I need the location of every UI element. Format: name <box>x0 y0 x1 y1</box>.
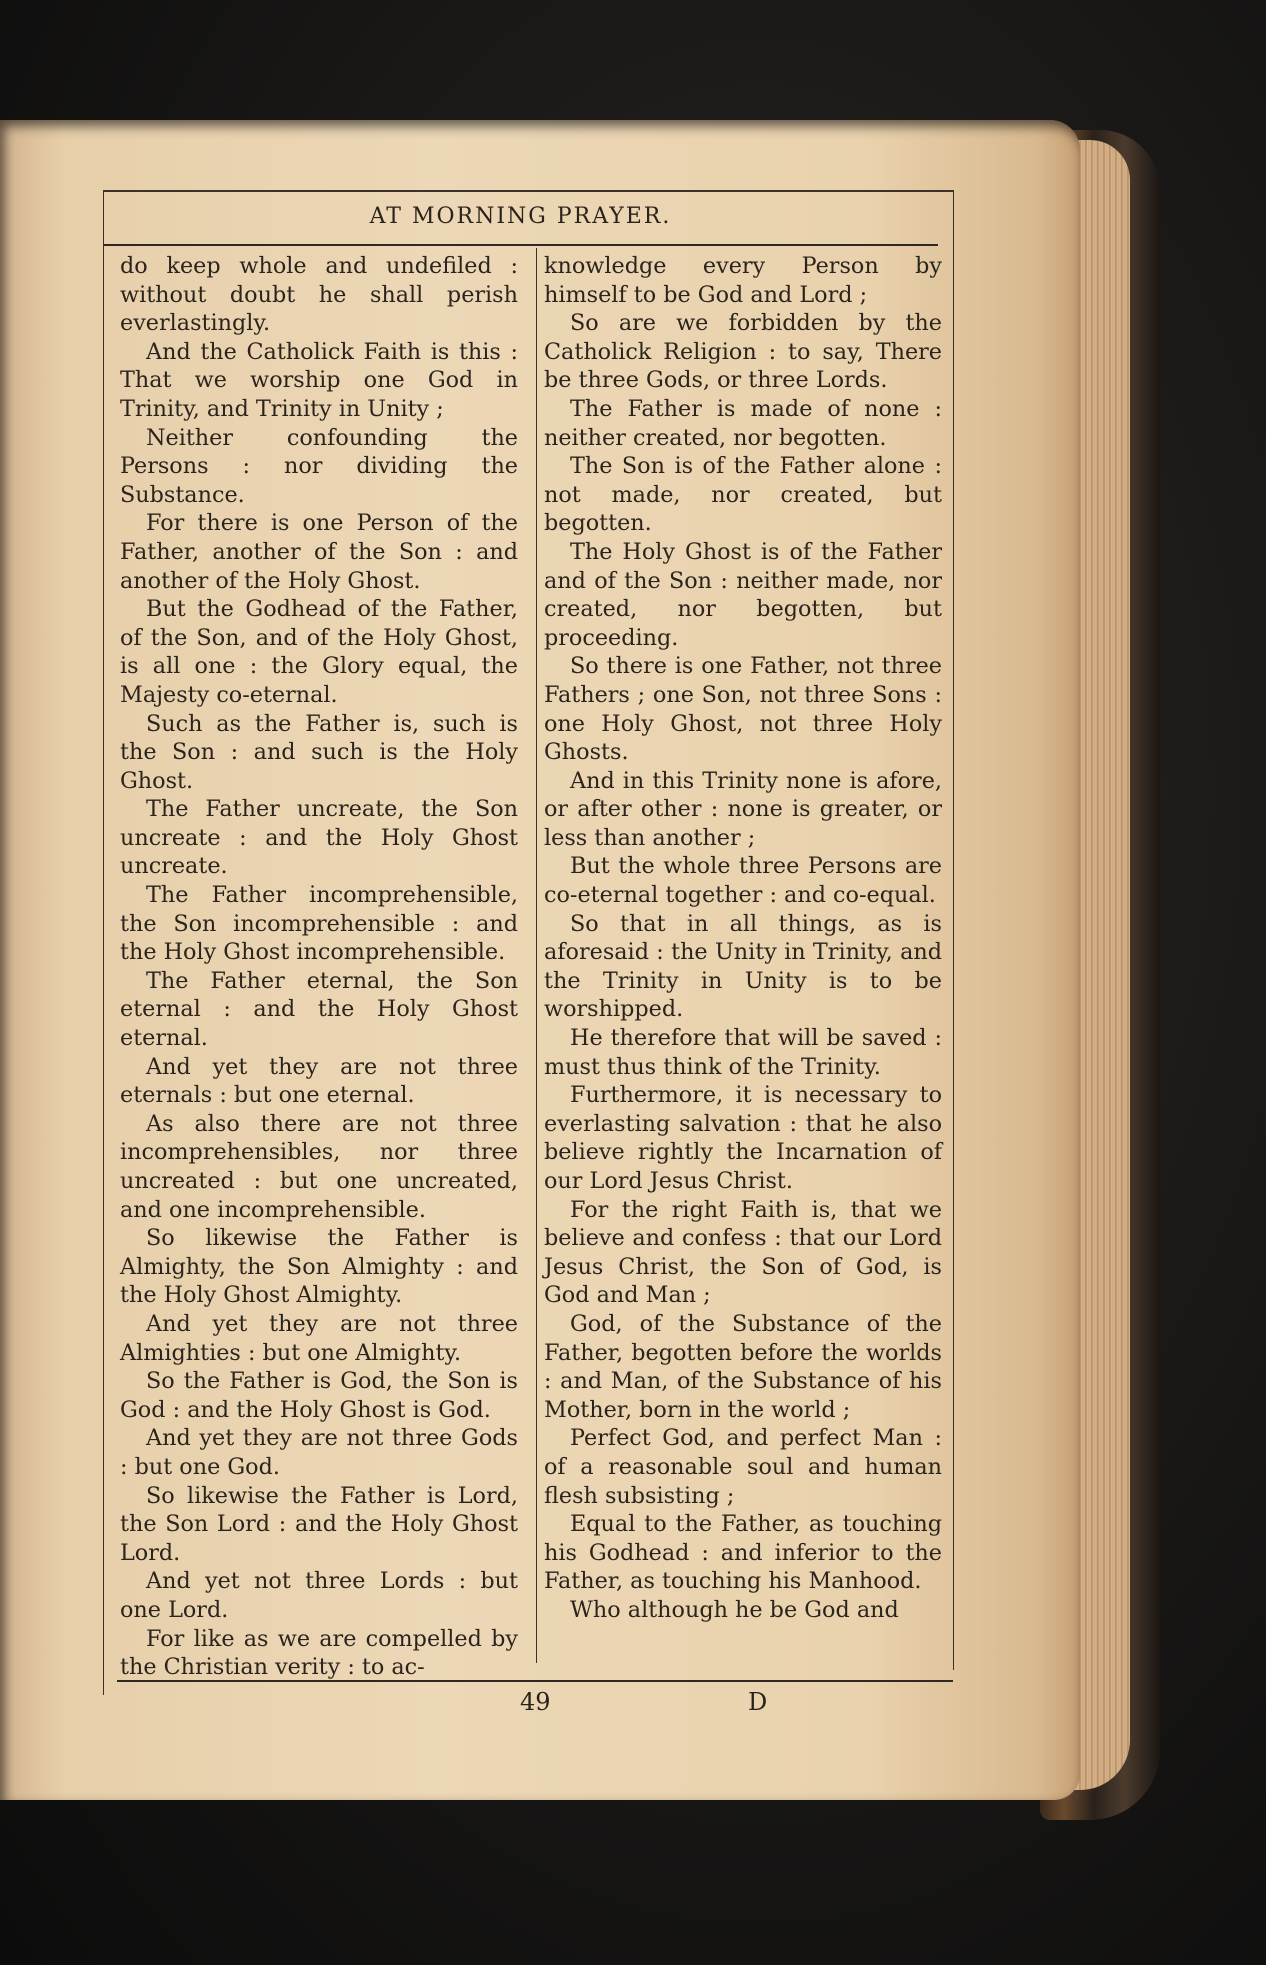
paragraph: Such as the Father is, such is the Son : and such is the Holy Ghost. <box>120 710 518 794</box>
paragraph: But the Godhead of the Father, of the Son, and of the Holy Ghost, is all one : the Glory equal, the Majesty co-eternal. <box>120 596 518 708</box>
paragraph: Equal to the Father, as touching his Godhead : and inferior to the Father, as touching his Manhood. <box>544 1511 942 1595</box>
frame-top-rule <box>103 190 953 192</box>
header-rule <box>103 244 938 246</box>
paragraph: So are we forbidden by the Catholick Religion : to say, There be three Gods, or three Lords. <box>544 310 942 394</box>
paragraph: For the right Faith is, that we believe and confess : that our Lord Jesus Christ, the Son of God, is God and Man ; <box>544 1196 942 1309</box>
paragraph: For like as we are compelled by the Christian verity : to ac- <box>120 1625 518 1681</box>
paragraph: For there is one Person of the Father, another of the Son : and another of the Holy Ghost. <box>120 510 518 594</box>
paragraph: As also there are not three incomprehensibles, nor three uncreated : but one uncreated, and one incomprehensible. <box>120 1110 518 1223</box>
paragraph: So likewise the Father is Lord, the Son Lord : and the Holy Ghost Lord. <box>120 1482 518 1566</box>
paragraph: God, of the Substance of the Father, begotten before the worlds : and Man, of the Substance of his Mother, born in the world ; <box>544 1310 942 1423</box>
right-column <box>544 252 942 1625</box>
running-head: AT MORNING PRAYER. <box>369 204 672 229</box>
paragraph: The Son is of the Father alone : not made, nor created, but begotten. <box>544 453 942 537</box>
paragraph: Furthermore, it is necessary to everlasting salvation : that he also believe rightly the Incarnation of our Lord Jesus Christ. <box>544 1082 942 1194</box>
left-column <box>120 252 518 1682</box>
page-number: 49 <box>520 1688 551 1716</box>
paragraph: And the Catholick Faith is this : That we worship one God in Trinity, and Trinity in Unity ; <box>120 338 518 422</box>
paragraph: Who although he be God and <box>570 1596 899 1623</box>
paragraph: Neither confounding the Persons : nor dividing the Substance. <box>120 424 518 508</box>
paragraph: Perfect God, and perfect Man : of a reasonable soul and human flesh subsisting ; <box>544 1425 942 1509</box>
paragraph: And yet not three Lords : but one Lord. <box>120 1568 518 1623</box>
frame-right-rule <box>953 190 954 1670</box>
frame-left-rule <box>103 190 104 1695</box>
paragraph: And yet they are not three Gods : but one God. <box>120 1425 518 1480</box>
paragraph: So likewise the Father is Almighty, the Son Almighty : and the Holy Ghost Almighty. <box>120 1225 518 1309</box>
paragraph: The Holy Ghost is of the Father and of the Son : neither made, nor created, nor begotten, but proceeding. <box>544 538 942 651</box>
column-divider <box>536 248 537 1663</box>
paragraph: And yet they are not three Almighties : but one Almighty. <box>120 1310 518 1366</box>
paragraph: The Father eternal, the Son eternal : and the Holy Ghost eternal. <box>120 967 518 1052</box>
paragraph: So the Father is God, the Son is God : and the Holy Ghost is God. <box>120 1368 518 1423</box>
paragraph: The Father uncreate, the Son uncreate : and the Holy Ghost uncreate. <box>120 796 518 880</box>
paragraph: So there is one Father, not three Fathers ; one Son, not three Sons : one Holy Ghost, not three Holy Ghosts. <box>544 653 942 766</box>
paragraph: knowledge every Person by himself to be God and Lord ; <box>544 253 942 308</box>
paragraph: do keep whole and undefiled : without doubt he shall perish everlastingly. <box>120 253 518 337</box>
paragraph: The Father incomprehensible, the Son incomprehensible : and the Holy Ghost incomprehensible. <box>120 882 518 966</box>
paragraph: And yet they are not three eternals : but one eternal. <box>120 1053 518 1109</box>
paragraph: And in this Trinity none is afore, or after other : none is greater, or less than another ; <box>544 767 942 851</box>
paragraph: So that in all things, as is aforesaid : the Unity in Trinity, and the Trinity in Unity is to be worshipped. <box>544 910 942 1023</box>
paragraph: The Father is made of none : neither created, nor begotten. <box>544 395 942 451</box>
signature-mark: D <box>748 1688 768 1716</box>
paragraph: He therefore that will be saved : must thus think of the Trinity. <box>544 1025 942 1080</box>
paragraph: But the whole three Persons are co-eternal together : and co-equal. <box>544 853 942 909</box>
